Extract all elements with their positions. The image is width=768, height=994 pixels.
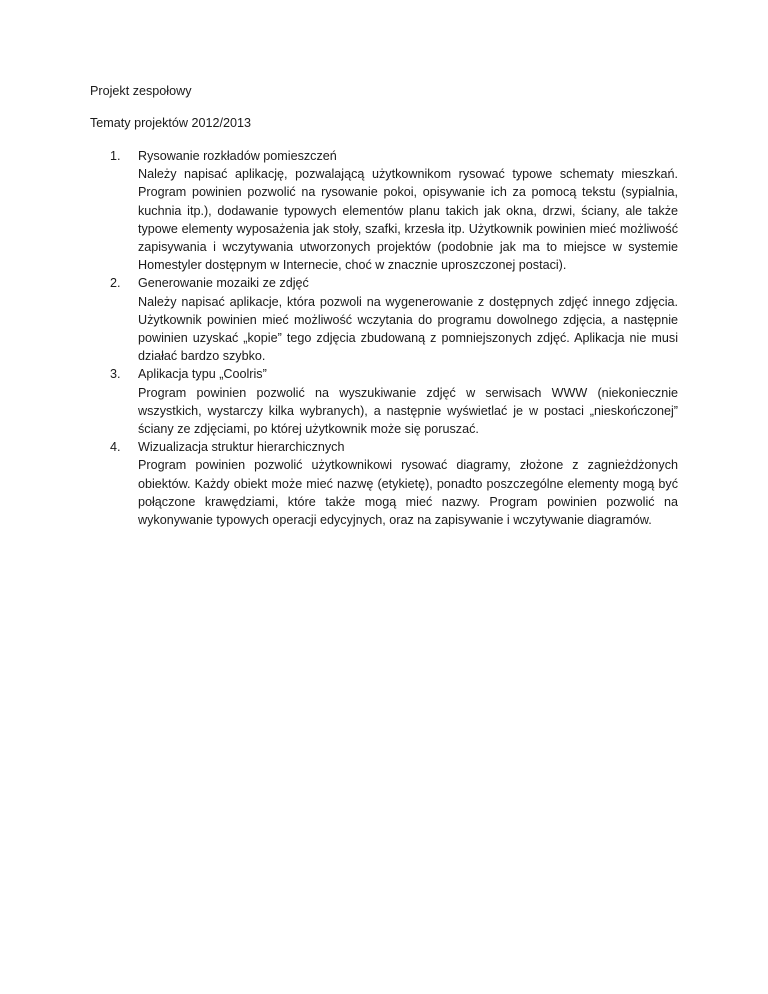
topic-item-2 bbox=[90, 274, 678, 365]
topic-number: 3. bbox=[110, 367, 121, 382]
topic-item-1 bbox=[90, 147, 678, 274]
topic-description: Należy napisać aplikację, pozwalającą użytkownikom rysować typowe schematy mieszkań. Program powinien pozwolić na rysowanie pokoi, opisywanie ich za pomocą tekstu (sypialnia, kuchnia itp.), dodawanie typowych elementów planu takich jak okna, drzwi, ściany, ale także typowe elementy wyposażenia jak stoły, szafki, krzesła itp. Użytkownik powinien mieć możliwość zapisywania i wczytywania utworzonych projektów (podobnie jak ma to miejsce w systemie Homestyler dostępnym w Internecie, choć w znacznie uproszczonej postaci). bbox=[138, 167, 678, 273]
topic-item-4 bbox=[90, 438, 678, 529]
document-subtitle: Tematy projektów 2012/2013 bbox=[90, 116, 252, 130]
topic-title: Aplikacja typu „Coolris” bbox=[138, 367, 267, 382]
topic-number: 1. bbox=[110, 149, 121, 163]
topic-description: Należy napisać aplikacje, która pozwoli na wygenerowanie z dostępnych zdjęć innego zdjęcia. Użytkownik powinien mieć możliwość wczytania do programu dowolnego zdjęcia, a następnie powinien uzyskać „kopie” tego zdjęcia zbudowaną z pomniejszonych zdjęć. Aplikacja nie musi działać bardzo szybko. bbox=[138, 294, 678, 364]
topic-title: Wizualizacja struktur hierarchicznych bbox=[138, 440, 345, 455]
topic-title: Rysowanie rozkładów pomieszczeń bbox=[138, 149, 337, 163]
document-title: Projekt zespołowy bbox=[90, 84, 192, 98]
topic-item-3 bbox=[90, 365, 678, 438]
topic-list bbox=[90, 147, 678, 529]
topic-description: Program powinien pozwolić na wyszukiwanie zdjęć w serwisach WWW (niekoniecznie wszystkich, wystarczy kilka wybranych), a następnie wyświetlać je w postaci „nieskończonej” ściany ze zdjęciami, po której użytkownik może się poruszać. bbox=[138, 385, 678, 437]
topic-number: 2. bbox=[110, 276, 121, 291]
topic-title: Generowanie mozaiki ze zdjęć bbox=[138, 276, 309, 291]
topic-number: 4. bbox=[110, 440, 121, 455]
topic-description: Program powinien pozwolić użytkownikowi rysować diagramy, złożone z zagnieżdżonych obiektów. Każdy obiekt może mieć nazwę (etykietę), ponadto poszczególne elementy mogą być połączone krawędziami, które także mogą mieć nazwy. Program powinien pozwolić na wykonywanie typowych operacji edycyjnych, oraz na zapisywanie i wczytywanie diagramów. bbox=[138, 458, 678, 528]
